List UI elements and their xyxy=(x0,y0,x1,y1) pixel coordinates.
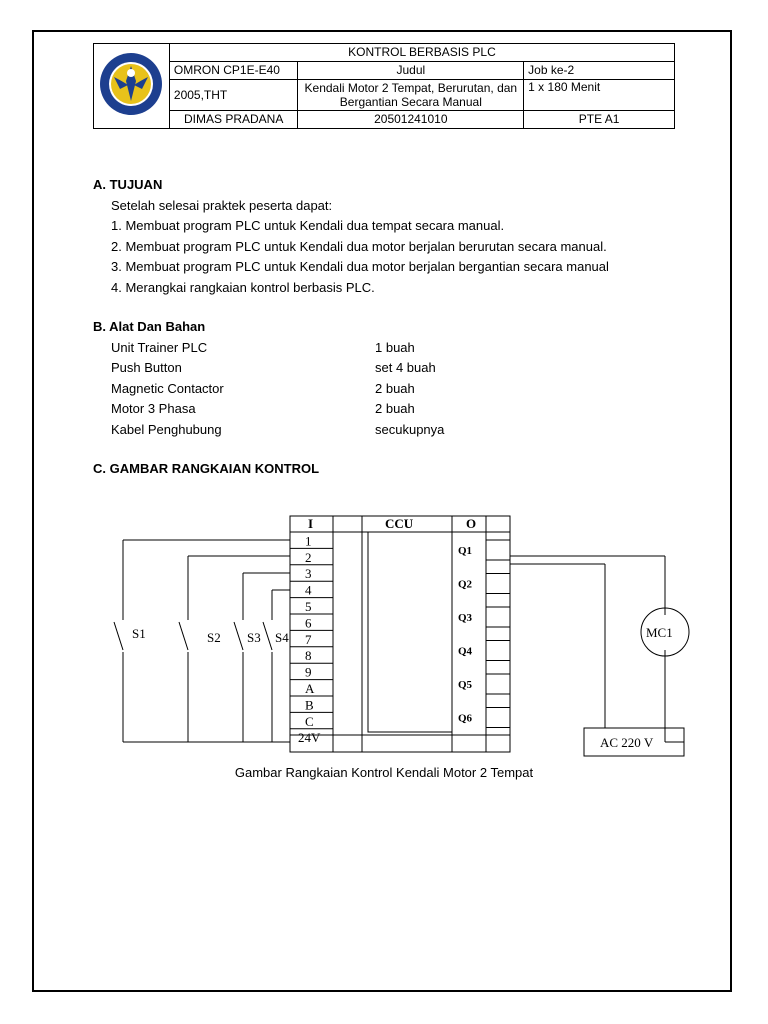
input-terminal-label: 4 xyxy=(305,582,312,598)
section-heading: A. TUJUAN xyxy=(93,177,163,192)
item-qty: 1 buah xyxy=(375,339,415,355)
input-terminal-label: 8 xyxy=(305,648,312,664)
supply-label: AC 220 V xyxy=(600,735,654,750)
list-item: 2. Membuat program PLC untuk Kendali dua motor berjalan berurutan secara manual. xyxy=(111,238,607,254)
switch-label: S2 xyxy=(207,630,221,645)
input-terminal-label: 3 xyxy=(305,566,312,582)
item-qty: 2 buah xyxy=(375,401,415,416)
figure-caption: Gambar Rangkaian Kontrol Kendali Motor 2 Tempat xyxy=(234,765,534,780)
plc-body xyxy=(290,516,510,752)
input-terminal-label: 1 xyxy=(305,533,312,549)
switch-label: S1 xyxy=(132,626,146,641)
column-header-input: I xyxy=(308,516,314,531)
input-terminal-label: 6 xyxy=(305,615,312,631)
item-name: Magnetic Contactor xyxy=(111,380,224,396)
input-terminal-label: A xyxy=(305,681,315,696)
section-alat-bahan xyxy=(93,317,444,440)
plc-wiring-diagram xyxy=(100,510,700,760)
input-terminal-label: 24V xyxy=(298,730,321,746)
header-cell: Judul xyxy=(298,62,524,80)
input-terminal-label: 7 xyxy=(305,631,312,647)
item-qty: secukupnya xyxy=(375,421,445,437)
section-gambar xyxy=(93,459,319,480)
item-name: Motor 3 Phasa xyxy=(111,401,196,416)
switch-label: S4 xyxy=(275,630,289,645)
section-heading: B. Alat Dan Bahan xyxy=(93,319,206,334)
list-item xyxy=(93,399,444,420)
input-terminal-label: 9 xyxy=(305,664,312,680)
motor-label: MC1 xyxy=(646,625,673,640)
header-cell: 20501241010 xyxy=(298,111,524,129)
university-seal-icon xyxy=(98,51,164,117)
header-cell: DIMAS PRADANA xyxy=(169,111,298,129)
list-item: 3. Membuat program PLC untuk Kendali dua motor berjalan bergantian secara manual xyxy=(111,259,609,274)
switch-label: S3 xyxy=(247,630,261,645)
output-terminal-label: Q5 xyxy=(458,679,473,691)
output-terminal-label: Q1 xyxy=(458,545,473,557)
item-name: Push Button xyxy=(111,360,182,375)
ccu-block xyxy=(368,532,452,732)
header-cell: OMRON CP1E-E40 xyxy=(169,62,298,80)
list-item xyxy=(93,358,444,379)
list-item xyxy=(93,338,444,359)
list-item: 4. Merangkai rangkaian kontrol berbasis PLC. xyxy=(111,279,375,295)
column-header-output: O xyxy=(466,516,477,531)
header-title: KONTROL BERBASIS PLC xyxy=(169,44,674,62)
input-terminal-label: 2 xyxy=(305,549,312,565)
output-terminal-label: Q6 xyxy=(458,712,473,725)
section-intro: Setelah selesai praktek peserta dapat: xyxy=(111,197,333,213)
item-qty: 2 buah xyxy=(375,380,415,396)
list-item: 1. Membuat program PLC untuk Kendali dua tempat secara manual. xyxy=(111,218,505,233)
list-item xyxy=(93,379,444,400)
item-qty: set 4 buah xyxy=(375,360,436,375)
list-item xyxy=(93,420,444,441)
header-cell: Kendali Motor 2 Tempat, Berurutan, dan Bergantian Secara Manual xyxy=(298,80,524,111)
section-tujuan xyxy=(93,175,609,298)
item-name: Unit Trainer PLC xyxy=(111,339,208,355)
header-table xyxy=(93,43,675,129)
output-terminal-label: Q3 xyxy=(458,612,473,624)
output-terminal-label: Q4 xyxy=(458,645,473,658)
header-cell: 1 x 180 Menit xyxy=(524,80,675,111)
column-header-ccu: CCU xyxy=(385,516,414,531)
section-heading: C. GAMBAR RANGKAIAN KONTROL xyxy=(93,461,320,476)
output-terminal-label: Q2 xyxy=(458,578,473,591)
header-cell: Job ke-2 xyxy=(524,62,675,80)
input-terminal-label: 5 xyxy=(305,599,312,614)
header-cell: 2005,THT xyxy=(169,80,298,111)
university-logo xyxy=(94,44,170,129)
input-terminal-label: B xyxy=(305,697,314,713)
input-terminal-label: C xyxy=(305,713,314,729)
header-cell: PTE A1 xyxy=(524,111,675,129)
item-name: Kabel Penghubung xyxy=(111,421,222,437)
